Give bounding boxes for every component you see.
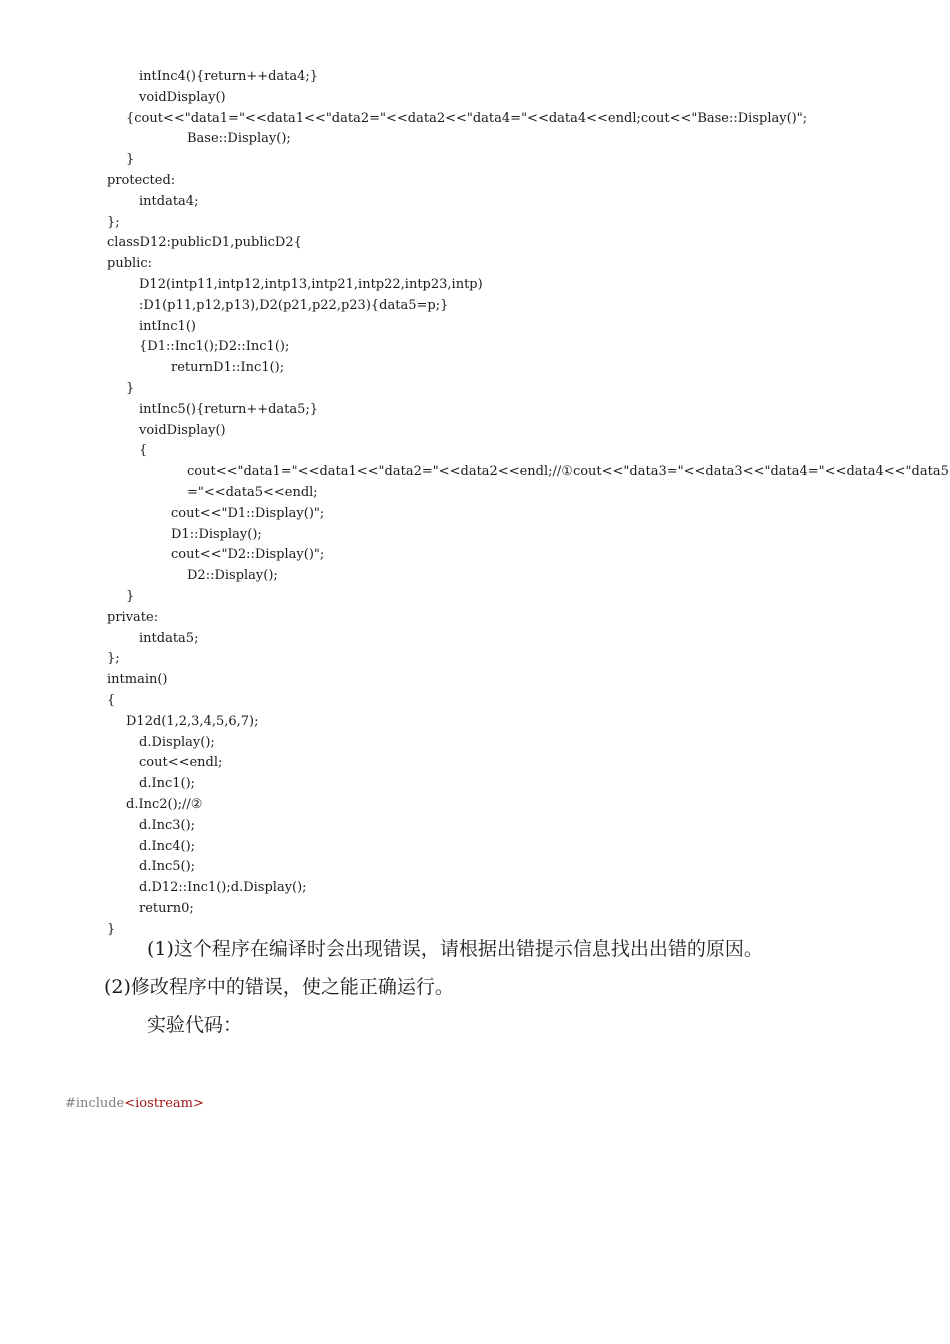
question-2: (2)修改程序中的错误，使之能正确运行。 [104, 976, 454, 998]
code-line: ="<<data5<<endl; [187, 485, 318, 500]
code-line: }; [107, 215, 120, 230]
code-line: d.Inc4(); [139, 839, 196, 854]
code-line: intInc1() [139, 319, 196, 334]
code-line: D1::Display(); [171, 527, 262, 542]
code-line: cout<<"D1::Display()"; [171, 506, 325, 521]
code-line: d.Inc5(); [139, 859, 196, 874]
code-line: cout<<"D2::Display()"; [171, 547, 325, 562]
code-line: intInc5(){return++data5;} [139, 402, 319, 417]
code-line: D12(intp11,intp12,intp13,intp21,intp22,intp23,intp) [139, 277, 483, 292]
include-line [65, 1094, 204, 1114]
code-line: } [126, 152, 135, 167]
code-line: classD12:publicD1,publicD2{ [107, 235, 302, 250]
code-line: intInc4(){return++data4;} [139, 69, 319, 84]
code-line: D12d(1,2,3,4,5,6,7); [126, 714, 259, 729]
code-line: protected: [107, 173, 176, 188]
code-line: d.Inc3(); [139, 818, 196, 833]
code-line: cout<<"data1="<<data1<<"data2="<<data2<<endl;//①cout<<"data3="<<data3<<"data4="<<data4<<"data5 [187, 464, 949, 479]
code-line: }; [107, 651, 120, 666]
code-line: d.Inc1(); [139, 776, 196, 791]
code-line: voidDisplay() [139, 423, 226, 438]
code-line: returnD1::Inc1(); [171, 360, 285, 375]
include-directive: #include [65, 1096, 125, 1111]
code-line: } [126, 381, 135, 396]
code-line: cout<<endl; [139, 755, 223, 770]
code-line: intdata5; [139, 631, 199, 646]
code-line: private: [107, 610, 159, 625]
code-line: { [139, 443, 148, 458]
code-line: d.Inc2();//② [126, 797, 203, 812]
code-line: } [126, 589, 135, 604]
code-line: {cout<<"data1="<<data1<<"data2="<<data2<<"data4="<<data4<<endl;cout<<"Base::Display()"; [126, 111, 808, 126]
question-1: (1)这个程序在编译时会出现错误，请根据出错提示信息找出出错的原因。 [147, 938, 763, 960]
code-line: voidDisplay() [139, 90, 226, 105]
code-line: } [107, 922, 116, 937]
code-line: {D1::Inc1();D2::Inc1(); [139, 339, 290, 354]
code-line: intdata4; [139, 194, 199, 209]
code-line: intmain() [107, 672, 168, 687]
code-line: d.Display(); [139, 735, 215, 750]
code-line: public: [107, 256, 152, 271]
code-line: d.D12::Inc1();d.Display(); [139, 880, 307, 895]
code-line: :D1(p11,p12,p13),D2(p21,p22,p23){data5=p;} [139, 298, 449, 313]
code-line: return0; [139, 901, 194, 916]
code-line: D2::Display(); [187, 568, 278, 583]
include-header: <iostream> [124, 1096, 204, 1111]
experiment-code-heading: 实验代码： [147, 1014, 243, 1036]
code-line: { [107, 693, 116, 708]
code-line: Base::Display(); [187, 131, 291, 146]
